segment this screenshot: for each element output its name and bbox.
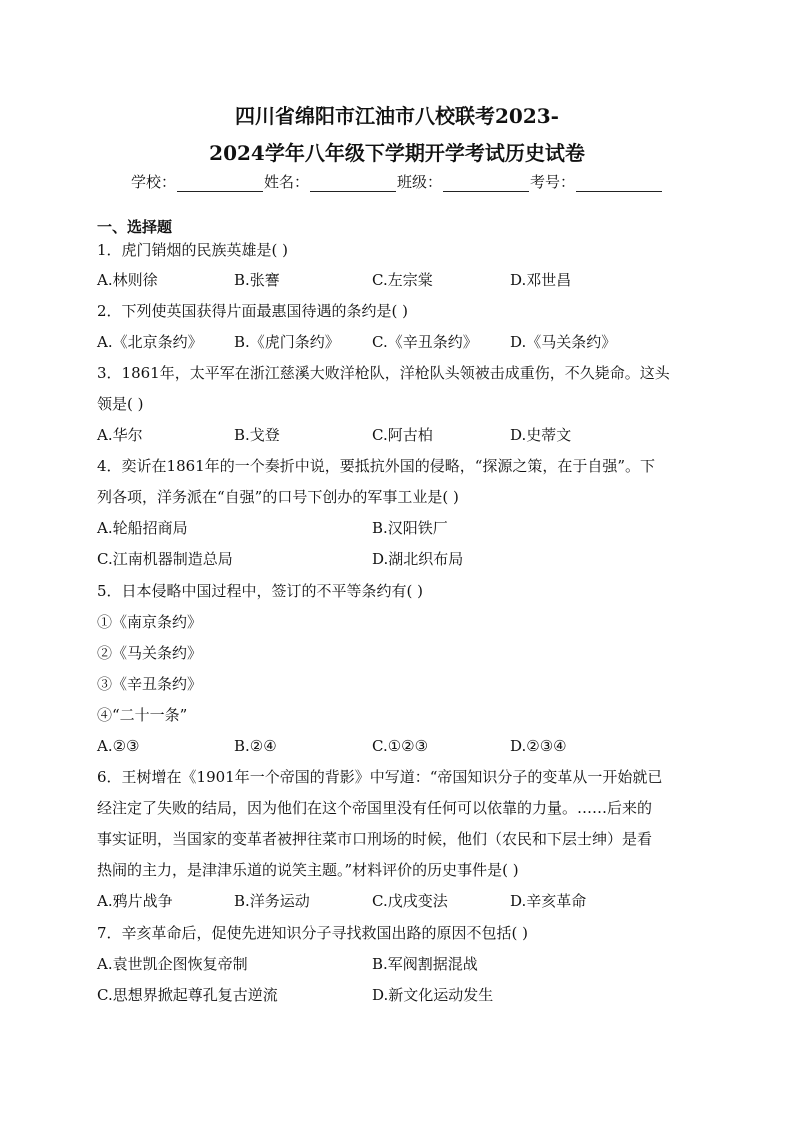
class-blank bbox=[443, 175, 529, 192]
question-6-option-d: D.辛亥革命 bbox=[510, 892, 587, 910]
question-3-stem-line-2: 领是( ) bbox=[97, 395, 144, 413]
school-blank bbox=[177, 175, 263, 192]
question-5-item-2: ②《马关条约》 bbox=[97, 644, 203, 662]
question-3-option-a: A.华尔 bbox=[97, 426, 143, 444]
question-5-item-1: ①《南京条约》 bbox=[97, 613, 203, 631]
question-6-stem-line-3: 事实证明，当国家的变革者被押往菜市口刑场的时候，他们（农民和下层士绅）是看 bbox=[97, 830, 653, 848]
question-6-stem-line-2: 经注定了失败的结局，因为他们在这个帝国里没有任何可以依靠的力量。……后来的 bbox=[97, 799, 653, 817]
question-7-option-b: B.军阀割据混战 bbox=[372, 955, 478, 973]
question-4-options-row-2 bbox=[0, 549, 600, 569]
question-4-option-b: B.汉阳铁厂 bbox=[372, 519, 448, 537]
question-5-item-3: ③《辛丑条约》 bbox=[97, 675, 203, 693]
question-2-option-d: D.《马关条约》 bbox=[510, 333, 617, 351]
question-3-option-d: D.史蒂文 bbox=[510, 426, 572, 444]
question-7-stem: 7．辛亥革命后，促使先进知识分子寻找救国出路的原因不包括( ) bbox=[97, 924, 529, 942]
question-1-option-c: C.左宗棠 bbox=[372, 271, 433, 289]
class-label: 班级： bbox=[397, 173, 443, 191]
question-6-stem-line-1: 6．王树增在《1901年一个帝国的背影》中写道：“帝国知识分子的变革从一开始就已 bbox=[97, 768, 663, 786]
question-1-stem: 1．虎门销烟的民族英雄是( ) bbox=[97, 241, 289, 259]
question-7-options-row-1 bbox=[0, 954, 600, 974]
section-heading: 一、选择题 bbox=[97, 218, 173, 236]
question-6-option-c: C.戊戌变法 bbox=[372, 892, 448, 910]
school-field bbox=[131, 171, 264, 192]
question-5-option-d: D.②③④ bbox=[510, 737, 567, 755]
question-3-option-c: C.阿古柏 bbox=[372, 426, 433, 444]
question-1-option-b: B.张謇 bbox=[234, 271, 280, 289]
question-7-option-d: D.新文化运动发生 bbox=[372, 986, 494, 1004]
question-1-options bbox=[0, 270, 600, 290]
question-6-stem-line-4: 热闹的主力，是津津乐道的说笑主题。”材料评价的历史事件是( ) bbox=[97, 861, 519, 879]
name-field bbox=[264, 171, 397, 192]
question-5-option-c: C.①②③ bbox=[372, 737, 429, 755]
question-4-option-a: A.轮船招商局 bbox=[97, 519, 188, 537]
question-6-options bbox=[0, 891, 600, 911]
question-5-item-4: ④“二十一条” bbox=[97, 706, 188, 724]
exam-number-blank bbox=[576, 175, 662, 192]
question-6-option-b: B.洋务运动 bbox=[234, 892, 310, 910]
question-5-options bbox=[0, 736, 600, 756]
exam-number-label: 考号： bbox=[530, 173, 576, 191]
name-label: 姓名： bbox=[263, 173, 309, 191]
name-blank bbox=[310, 175, 396, 192]
question-4-option-c: C.江南机器制造总局 bbox=[97, 550, 233, 568]
question-7-option-c: C.思想界掀起尊孔复古逆流 bbox=[97, 986, 278, 1004]
question-1-option-a: A.林则徐 bbox=[97, 271, 158, 289]
question-4-options-row-1 bbox=[0, 518, 600, 538]
question-2-stem: 2．下列使英国获得片面最惠国待遇的条约是( ) bbox=[97, 302, 409, 320]
question-6-option-a: A.鸦片战争 bbox=[97, 892, 173, 910]
question-2-options bbox=[0, 332, 617, 352]
question-5-stem: 5．日本侵略中国过程中，签订的不平等条约有( ) bbox=[97, 582, 424, 600]
question-2-option-b: B.《虎门条约》 bbox=[234, 333, 340, 351]
school-label: 学校： bbox=[130, 173, 176, 191]
class-field bbox=[397, 171, 530, 192]
question-2-option-a: A.《北京条约》 bbox=[97, 333, 203, 351]
question-2-option-c: C.《辛丑条约》 bbox=[372, 333, 478, 351]
question-3-options bbox=[0, 425, 600, 445]
question-5-option-b: B.②④ bbox=[234, 737, 277, 755]
question-3-stem-line-1: 3．1861年，太平军在浙江慈溪大败洋枪队，洋枪队头领被击成重伤，不久毙命。这头 bbox=[97, 364, 670, 382]
question-4-option-d: D.湖北织布局 bbox=[372, 550, 464, 568]
exam-title-line-1: 四川省绵阳市江油市八校联考2023- bbox=[235, 104, 559, 128]
question-1-option-d: D.邓世昌 bbox=[510, 271, 572, 289]
question-3-option-b: B.戈登 bbox=[234, 426, 280, 444]
exam-title-line-2: 2024学年八年级下学期开学考试历史试卷 bbox=[209, 141, 585, 165]
student-info-row bbox=[0, 171, 794, 192]
question-7-options-row-2 bbox=[0, 985, 600, 1005]
question-7-option-a: A.袁世凯企图恢复帝制 bbox=[97, 955, 248, 973]
question-4-stem-line-2: 列各项，洋务派在“自强”的口号下创办的军事工业是( ) bbox=[97, 488, 459, 506]
question-5-option-a: A.②③ bbox=[97, 737, 140, 755]
question-4-stem-line-1: 4．奕䜣在1861年的一个奏折中说，要抵抗外国的侵略，“探源之策，在于自强”。下 bbox=[97, 457, 656, 475]
exam-number-field bbox=[530, 171, 663, 192]
